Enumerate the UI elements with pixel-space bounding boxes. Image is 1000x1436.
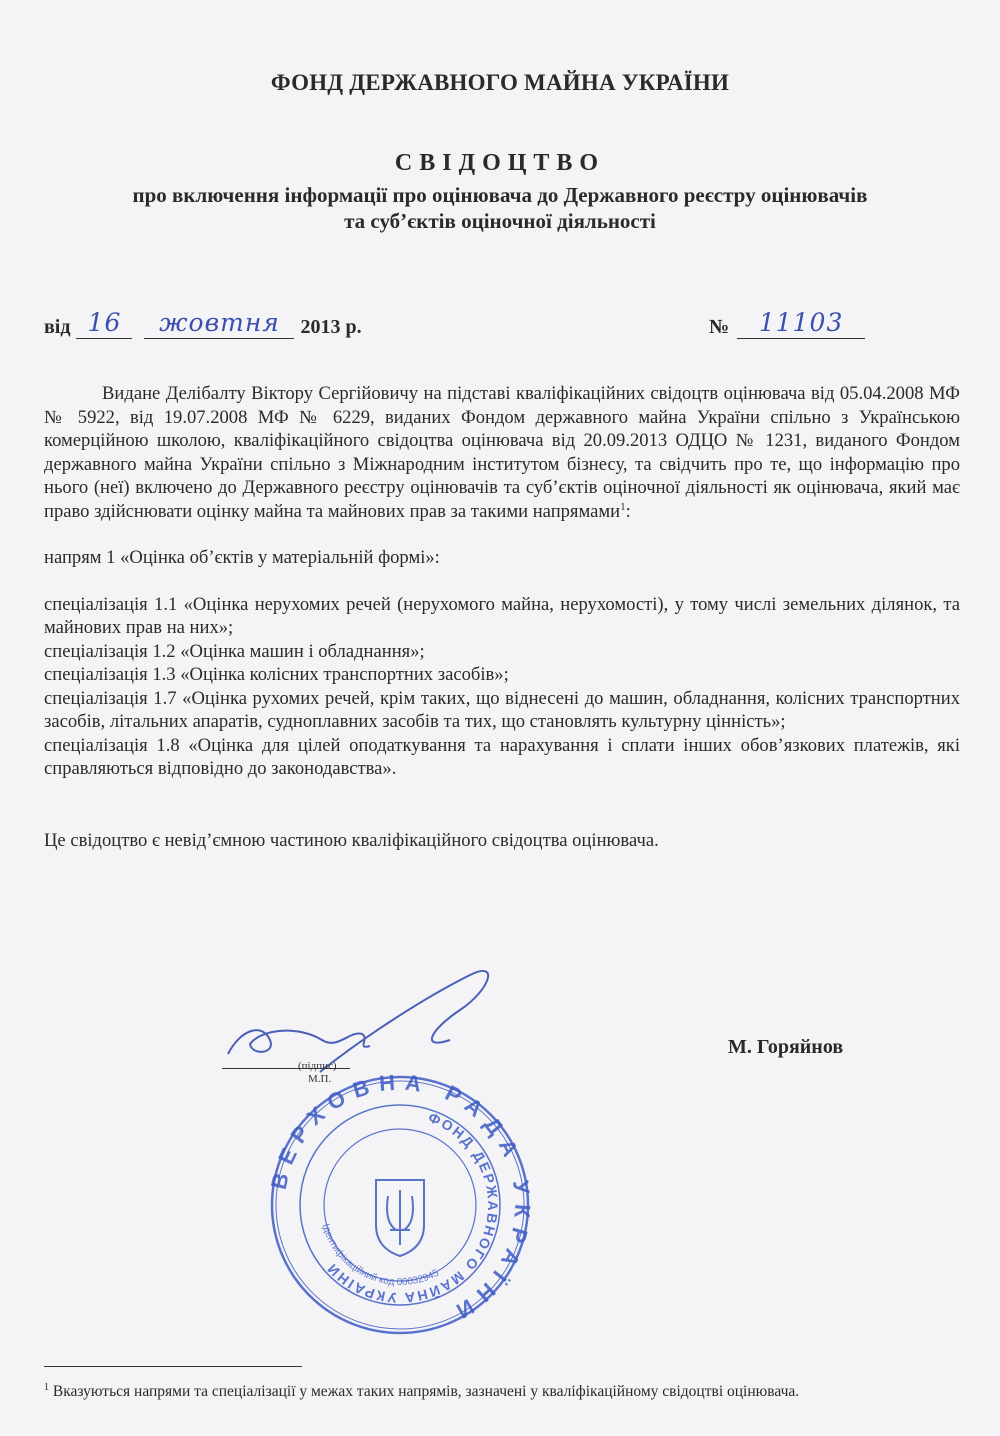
number-handwritten: 11103 [758, 308, 844, 337]
intro-end: : [625, 500, 631, 522]
specialization-item: спеціалізація 1.2 «Оцінка машин і обладнання»; [44, 640, 425, 662]
certificate-number [709, 308, 871, 339]
number-field [737, 308, 865, 339]
svg-text:Ідентифікаційний код 00032945 [320, 1223, 442, 1288]
coat-of-arms-icon [376, 1180, 424, 1256]
certificate-body [44, 382, 960, 852]
closing-statement: Це свідоцтво є невід’ємною частиною кваліфікаційного свідоцтва оцінювача. [44, 829, 659, 851]
seal-code-text: Ідентифікаційний код 00032945 [319, 1222, 441, 1289]
signature-label: (підпис) [298, 1060, 337, 1072]
footnote-ref: 1 [620, 500, 626, 513]
subtitle-line-2: та суб’єктів оціночної діяльності [344, 209, 656, 233]
seal-outer-text: ВЕРХОВНА РАДА УКРАЇНИ [265, 1069, 536, 1329]
seal-label: М.П. [308, 1073, 332, 1085]
intro-paragraph [44, 382, 960, 523]
issue-date [44, 308, 362, 339]
organization-heading: ФОНД ДЕРЖАВНОГО МАЙНА УКРАЇНИ [270, 70, 730, 95]
seal-inner-text: ФОНД ДЕРЖАВНОГО МАЙНА УКРАЇНИ [322, 1108, 502, 1307]
day-handwritten: 16 [87, 308, 122, 337]
month-field [144, 308, 294, 339]
direction-line: напрям 1 «Оцінка об’єктів у матеріальній формі»: [44, 547, 440, 568]
footnote-text: Вказуються напрями та спеціалізації у межах таких напрямів, зазначені у кваліфікаційному свідоцтві оцінювача. [52, 1383, 800, 1400]
specialization-item: спеціалізація 1.8 «Оцінка для цілей оподаткування та нарахування і сплати інших обов’язкових платежів, які справляються відповідно до законодавства». [44, 734, 960, 779]
svg-text:ФОНД ДЕРЖАВНОГО МАЙНА УКРАЇНИ [323, 1109, 501, 1306]
year-suffix: 2013 р. [300, 316, 362, 338]
specialization-item: спеціалізація 1.1 «Оцінка нерухомих речей (нерухомого майна, нерухомості), у тому числі земельних ділянок, та майнових прав на них»; [44, 593, 960, 638]
intro-text: Видане Делібалту Віктору Сергійовичу на підставі кваліфікаційних свідоцтв оцінювача від 05.04.2008 МФ № 5922, від 19.07.2008 МФ № 6229, виданих Фондом державного майна України спільно з Українською комерційною школою, кваліфікаційного свідоцтва оцінювача від 20.09.2013 ОДЦО № 1231, виданого Фондом державного майна України спільно з Міжнародним інститутом бізнесу, та свідчить про те, що інформацію про нього (неї) включено до Державного реєстру оцінювачів та суб’єктів оціночної діяльності як оцінювача, який має право здійснювати оцінку майна та майнових прав за такими напрямами [44, 383, 960, 522]
month-handwritten: жовтня [159, 308, 280, 337]
specialization-item: спеціалізація 1.3 «Оцінка колісних транспортних засобів»; [44, 664, 509, 685]
footnote-mark: 1 [44, 1381, 49, 1393]
footnote [44, 1383, 799, 1401]
day-field [76, 308, 132, 339]
signature-caption [298, 1060, 337, 1086]
subtitle-line-1: про включення інформації про оцінювача до Державного реєстру оцінювачів [132, 183, 868, 207]
signatory-name: М. Горяйнов [728, 1036, 844, 1058]
document-subtitle [40, 182, 960, 234]
footnote-divider [44, 1366, 302, 1367]
number-prefix: № [709, 316, 730, 338]
date-prefix: від [44, 316, 71, 338]
svg-text:ВЕРХОВНА РАДА УКРАЇНИ [266, 1069, 536, 1328]
specialization-item: спеціалізація 1.7 «Оцінка рухомих речей, крім таких, що віднесені до машин, обладнання, колісних транспортних засобів, літальних апаратів, суднoплавних засобів та тих, що становлять культурну цінність»; [44, 687, 960, 732]
document-title: СВІДОЦТВО [394, 150, 606, 176]
signature-scribble [228, 971, 488, 1072]
